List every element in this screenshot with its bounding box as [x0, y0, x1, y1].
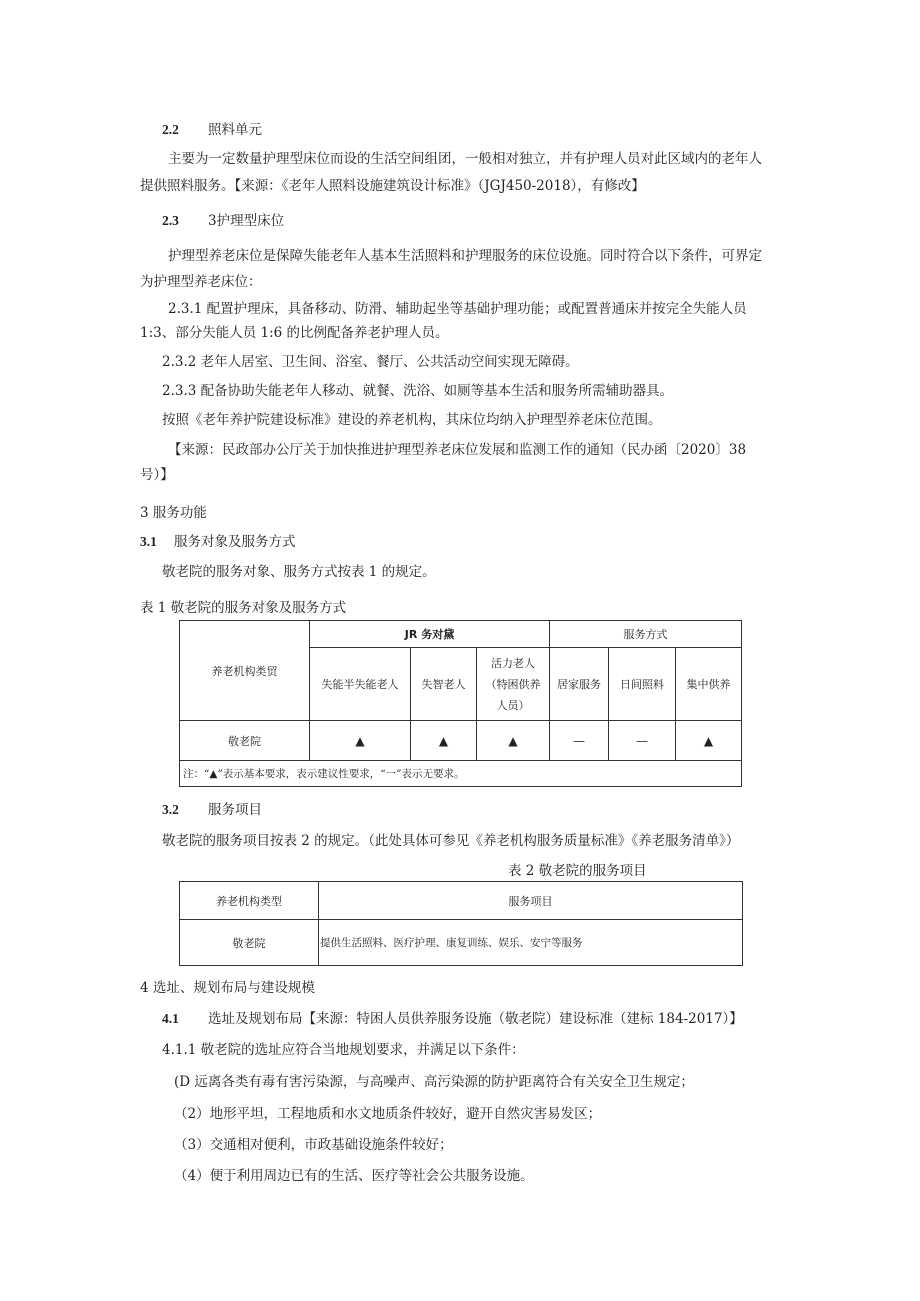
section-3-1-number: 3.1	[140, 534, 157, 549]
table1-service-objects	[179, 620, 742, 787]
clause-2-3-2: 2.3.2 老年人居室、卫生间、浴室、餐厅、公共活动空间实现无障碍。	[162, 354, 579, 370]
table1-row-name: 敬老院	[180, 721, 310, 761]
paragraph-3-1: 敬老院的服务对象、服务方式按表 1 的规定。	[162, 564, 436, 580]
clause-2-3-1-line2: 1:3、部分失能人员 1:6 的比例配备养老护理人员。	[140, 325, 449, 341]
section-2-2-title: 照料单元	[208, 122, 262, 138]
source-note-line2: 号）】	[140, 467, 174, 483]
section-2-3-number: 2.3	[162, 213, 179, 228]
paragraph-2-2-line2: 提供照料服务。【来源：《老年人照料设施建筑设计标准》（JGJ450-2018），有修改】	[140, 178, 645, 194]
table1-col-dementia: 失智老人	[411, 648, 477, 721]
paragraph-rule: 按照《老年养护院建设标准》建设的养老机构，其床位均纳入护理型养老床位范围。	[162, 412, 662, 428]
table1-col-active-line3: 人员）	[496, 698, 530, 712]
table2-row-items: 提供生活照料、医疗护理、康复训练、娱乐、安宁等服务	[319, 920, 743, 966]
section-4-heading: 4 选址、规划布局与建设规模	[140, 980, 315, 996]
list-item-1: (D 远离各类有毒有害污染源，与高噪声、高污染源的防护距离符合有关安全卫生规定；	[174, 1074, 694, 1090]
table1-cell: —	[550, 721, 609, 761]
table2-row-name: 敬老院	[180, 920, 319, 966]
table1-col-active	[477, 648, 550, 721]
table1-caption: 表 1 敬老院的服务对象及服务方式	[140, 600, 347, 616]
table1-header-objects-text: JR 务对黛	[404, 628, 455, 641]
section-3-2-number: 3.2	[162, 802, 179, 817]
paragraph-2-2-line1: 主要为一定数量护理型床位而设的生活空间组团，一般相对独立，并有护理人员对此区域内的老年人	[168, 151, 762, 167]
list-item-4: （4）便于利用周边已有的生活、医疗等社会公共服务设施。	[174, 1168, 534, 1184]
clause-2-3-1-line1: 2.3.1 配置护理床，具备移动、防滑、辅助起坐等基础护理功能；或配置普通床并按完全失能人员	[168, 301, 747, 317]
table2-caption: 表 2 敬老院的服务项目	[508, 863, 647, 879]
table2-service-items	[179, 881, 743, 966]
section-3-1-title: 服务对象及服务方式	[174, 534, 296, 550]
table1-cell: ▲	[411, 721, 477, 761]
paragraph-2-3-line2: 为护理型养老床位：	[140, 274, 262, 290]
list-item-2: （2）地形平坦，工程地质和水文地质条件较好，避开自然灾害易发区；	[174, 1106, 602, 1122]
table1-header-type: 养老机构类贸	[180, 621, 310, 721]
section-4-1-number: 4.1	[162, 1011, 179, 1026]
section-3-heading: 3 服务功能	[140, 505, 207, 521]
paragraph-2-3-line1: 护理型养老床位是保障失能老年人基本生活照料和护理服务的床位设施。同时符合以下条件，可界定	[168, 248, 762, 264]
paragraph-3-2: 敬老院的服务项目按表 2 的规定。（此处具体可参见《养老机构服务质量标准》《养老服务清单》）	[162, 833, 740, 849]
table1-cell: ▲	[676, 721, 742, 761]
table1-cell: ▲	[310, 721, 411, 761]
table1-col-active-line2: （特困供养	[485, 677, 541, 691]
section-4-1-title: 选址及规划布局【来源：特困人员供养服务设施（敬老院）建设标准（建标 184-2017）】	[208, 1011, 743, 1027]
table1-header-modes: 服务方式	[550, 621, 742, 648]
table1-col-day: 日间照料	[609, 648, 676, 721]
table1-col-active-line1: 活力老人	[491, 656, 535, 670]
table1-col-home: 居家服务	[550, 648, 609, 721]
table1-cell: —	[609, 721, 676, 761]
table1-col-central: 集中供养	[676, 648, 742, 721]
source-note-line1: 【来源：民政部办公厅关于加快推进护理型养老床位发展和监测工作的通知（民办函〔2020〕38	[168, 442, 747, 458]
section-2-3-title: 3护理型床位	[208, 213, 285, 229]
clause-2-3-3: 2.3.3 配备协助失能老年人移动、就餐、洗浴、如厕等基本生活和服务所需辅助器具。	[162, 383, 674, 399]
table1-col-disabled: 失能半失能老人	[310, 648, 411, 721]
table1-header-objects	[310, 621, 550, 648]
list-item-3: （3）交通相对便利，市政基础设施条件较好；	[174, 1137, 453, 1153]
table2-header-items: 服务项目	[319, 882, 743, 920]
section-3-2-title: 服务项目	[208, 802, 262, 818]
table1-cell: ▲	[477, 721, 550, 761]
section-2-2-number: 2.2	[162, 122, 179, 137]
clause-4-1-1: 4.1.1 敬老院的选址应符合当地规划要求，并满足以下条件：	[162, 1042, 525, 1058]
table1-note: 注：“▲”表示基本要求，表示建议性要求，“一”表示无要求。	[180, 761, 742, 787]
table2-header-type: 养老机构类型	[180, 882, 319, 920]
